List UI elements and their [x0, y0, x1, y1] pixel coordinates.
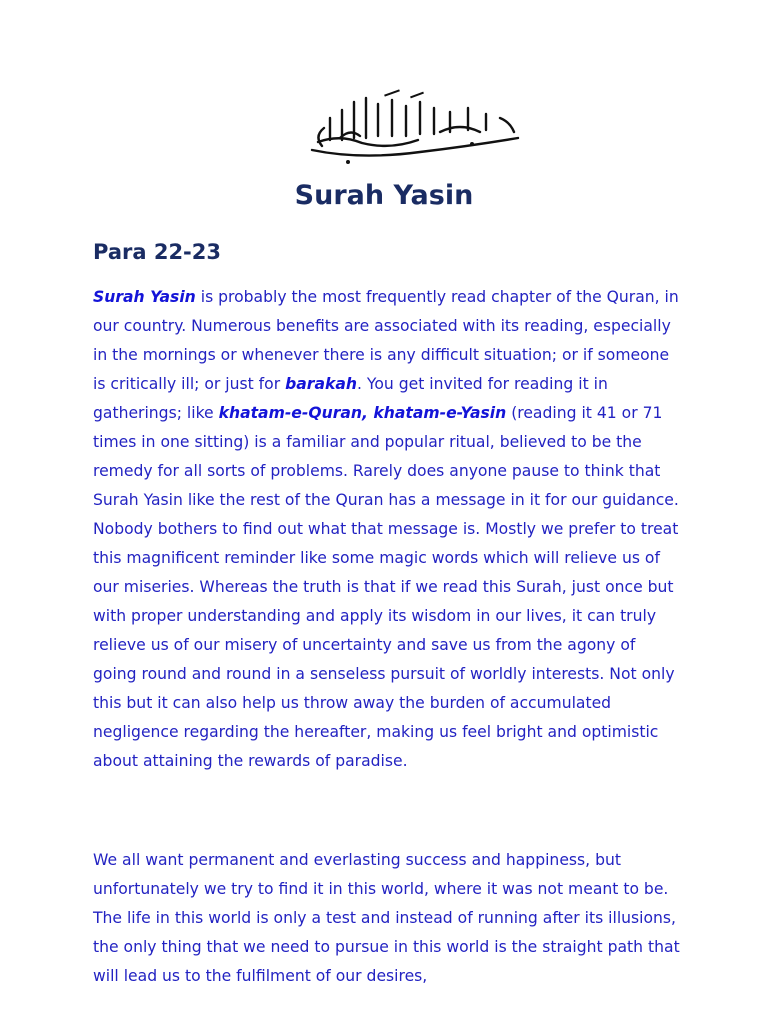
paragraph-1 [93, 283, 683, 776]
bismillah-calligraphy [300, 88, 532, 168]
paragraph-2: We all want permanent and everlasting success and happiness, but unfortunately we try to find it in this world, where it was not meant to be. The life in this world is only a test and instead of running after its illusions, the only thing that we need to pursue in this world is the straight path that will lead us to the fulfilment of our desires, [93, 851, 680, 985]
section-subtitle: Para 22-23 [93, 240, 221, 264]
highlight-khatam: khatam-e-Quran, khatam-e-Yasin [218, 404, 507, 422]
highlight-barakah: barakah [285, 375, 357, 393]
page-title: Surah Yasin [294, 180, 474, 211]
highlight-surah-yasin: Surah Yasin [93, 288, 196, 306]
paragraph-1-text-c: (reading it 41 or 71 times in one sitting) is a familiar and popular ritual, believed to be the remedy for all sorts of problems. Rarely does anyone pause to think that Surah Yasin like the rest of the Quran has a message in it for our guidance. Nobody bothers to find out what that message is. Mostly we prefer to treat this magnificent reminder like some magic words which will relieve us of our miseries. Whereas the truth is that if we read this Surah, just once but with proper understanding and apply its wisdom in our lives, it can truly relieve us of our misery of uncertainty and save us from the agony of going round and round in a senseless pursuit of worldly interests. Not only this but it can also help us throw away the burden of accumulated negligence regarding the hereafter, making us feel bright and optimistic about attaining the rewards of paradise. [93, 404, 679, 770]
paragraph-1-text-b: . You get invited for reading it in gatherings; like [93, 375, 608, 422]
paragraph-1-text-a: is probably the most frequently read chapter of the Quran, in our country. Numerous benefits are associated with its reading, especially in the mornings or whenever there is any difficult situation; or if someone is critically ill; or just for [93, 288, 679, 393]
